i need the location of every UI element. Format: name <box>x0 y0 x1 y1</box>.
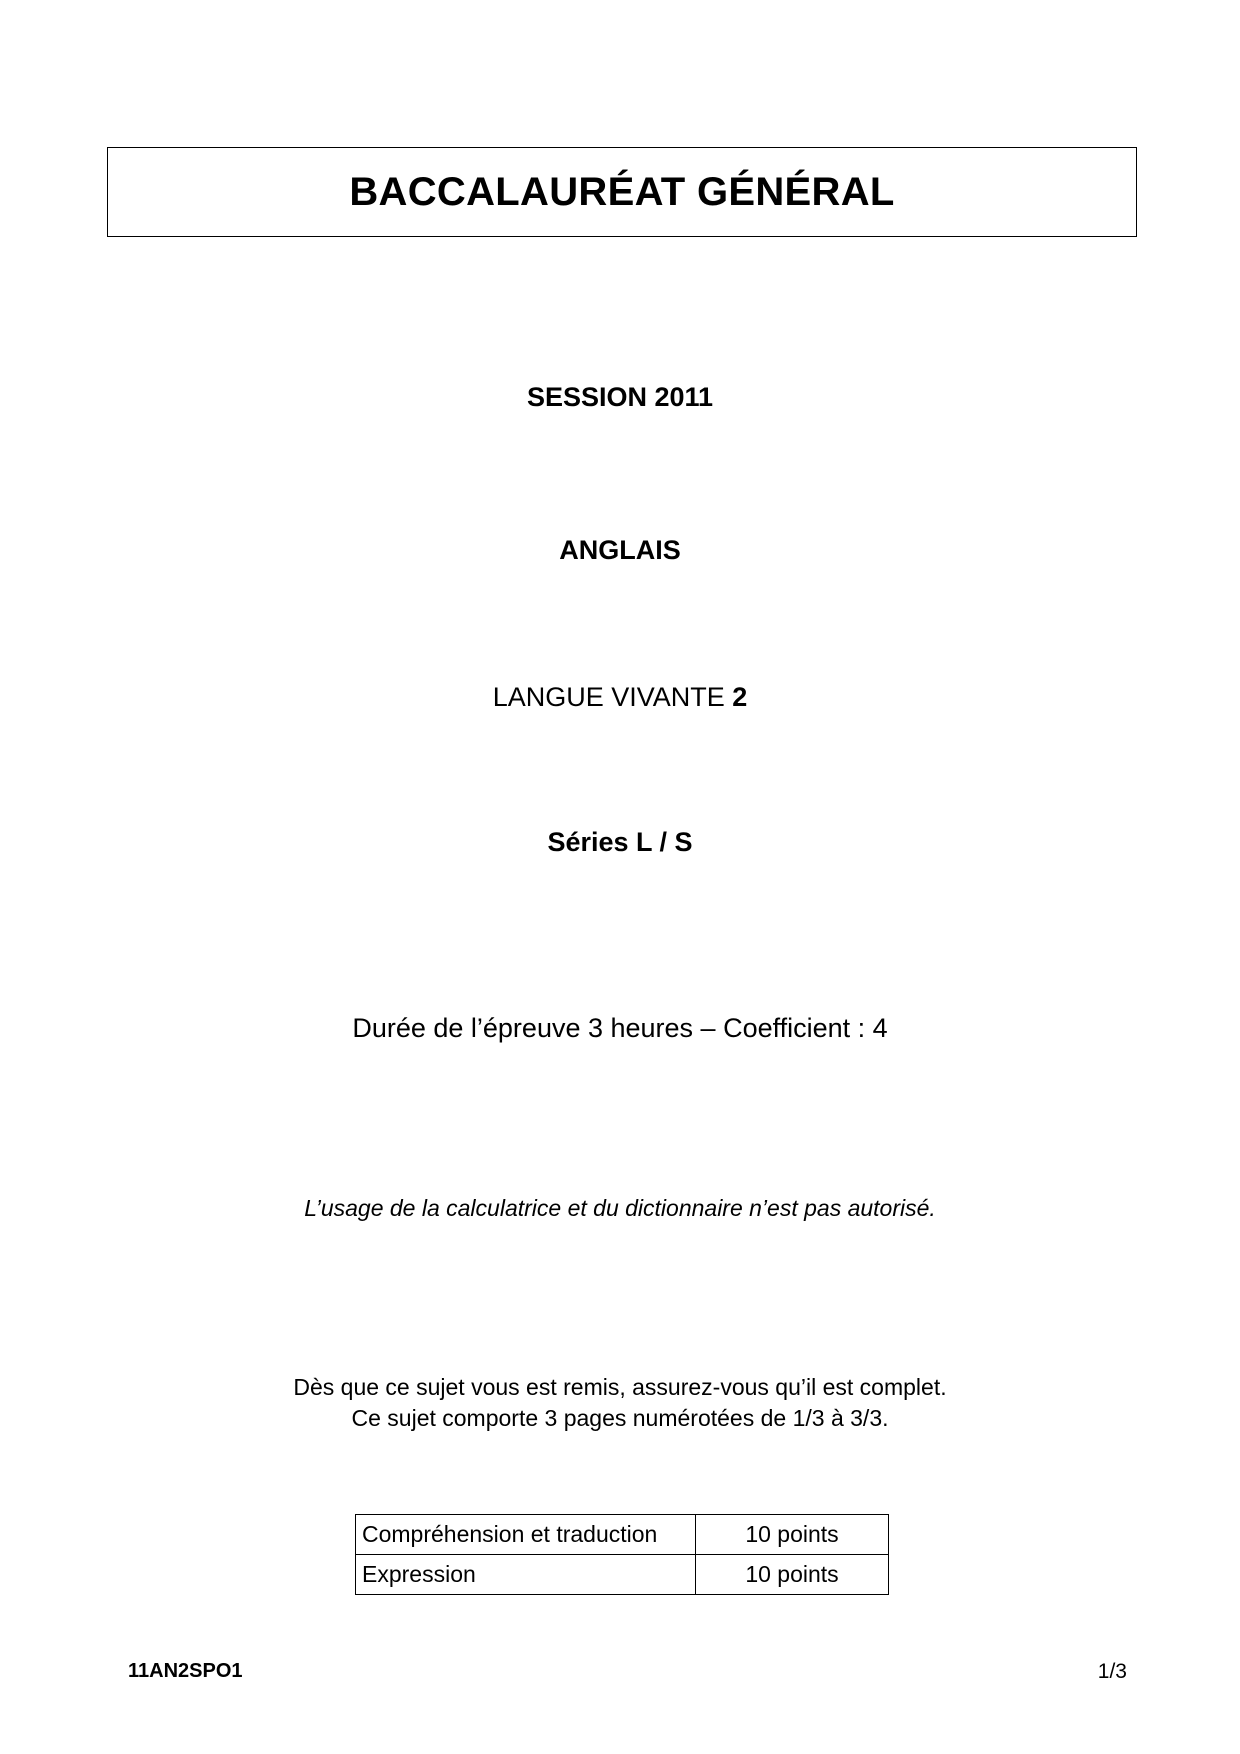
langue-label: LANGUE VIVANTE <box>492 682 725 712</box>
footer-code: 11AN2SPO1 <box>128 1660 243 1682</box>
title-box <box>107 147 1137 237</box>
session-heading: SESSION 2011 <box>526 382 714 412</box>
table-cell-value: 10 points <box>696 1555 889 1595</box>
series-line: Séries L / S <box>547 827 693 857</box>
table-cell-value: 10 points <box>696 1515 889 1555</box>
table-cell-label: Compréhension et traduction <box>356 1515 696 1555</box>
langue-number: 2 <box>732 682 748 712</box>
page-title: BACCALAURÉAT GÉNÉRAL <box>349 169 895 214</box>
subject-heading: ANGLAIS <box>559 535 681 565</box>
langue-line <box>0 682 1240 713</box>
instruction-line-2: Ce sujet comporte 3 pages numérotées de 1/3 à 3/3. <box>351 1405 889 1431</box>
duration-line: Durée de l’épreuve 3 heures – Coefficient : 4 <box>352 1013 888 1043</box>
calculator-notice: L’usage de la calculatrice et du dictionnaire n’est pas autorisé. <box>304 1195 936 1221</box>
footer-page-number: 1/3 <box>1097 1660 1127 1683</box>
instructions <box>0 1372 1240 1434</box>
table-row <box>356 1515 889 1555</box>
points-table <box>355 1514 889 1595</box>
table-row <box>356 1555 889 1595</box>
instruction-line-1: Dès que ce sujet vous est remis, assurez-vous qu’il est complet. <box>293 1374 947 1400</box>
table-cell-label: Expression <box>356 1555 696 1595</box>
